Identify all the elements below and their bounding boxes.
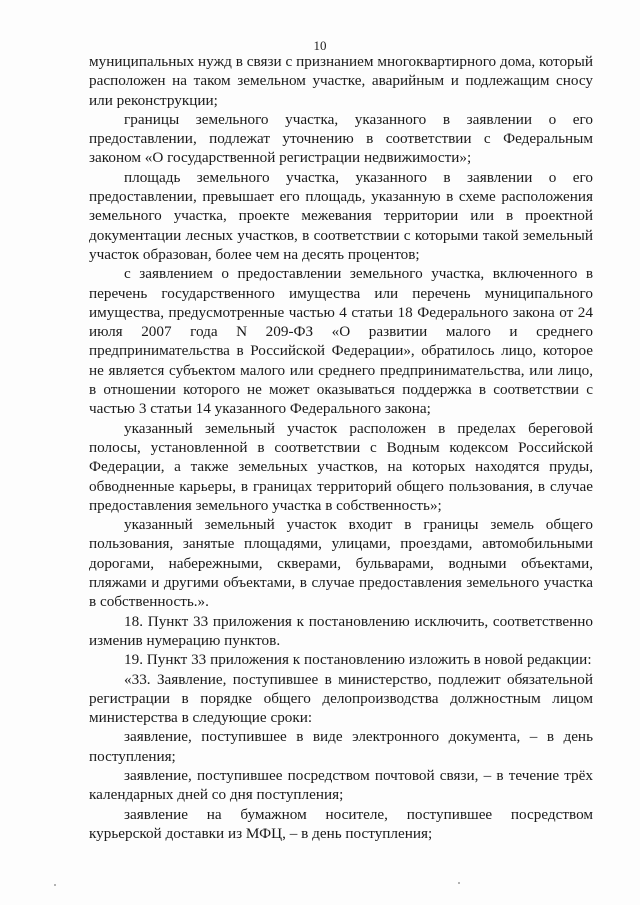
paragraph: указанный земельный участок входит в границы земель общего пользования, занятые площадями, улицами, проездами, автомобильными дорогами, набережными, скверами, бульварами, водными объектами, пляжами и другими объектами, в случае предоставления земельного участка в собственность.». xyxy=(89,516,593,611)
paragraph: муниципальных нужд в связи с признанием многоквартирного дома, который расположен на таком земельном участке, аварийным и подлежащим сносу или реконструкции; xyxy=(89,53,593,109)
document-body xyxy=(89,52,593,843)
paragraph: границы земельного участка, указанного в заявлении о его предоставлении, подлежат уточнению в соответствии с Федеральным законом «О государственной регистрации недвижимости»; xyxy=(89,110,593,167)
page-number: 10 xyxy=(313,38,327,53)
paragraph: заявление, поступившее посредством почтовой связи, – в течение трёх календарных дней со дня поступления; xyxy=(89,766,593,804)
scan-speck xyxy=(458,882,460,884)
paragraph: 18. Пункт 33 приложения к постановлению исключить, соответственно изменив нумерацию пунктов. xyxy=(89,612,593,649)
scan-speck xyxy=(54,884,56,886)
paragraph: 19. Пункт 33 приложения к постановлению изложить в новой редакции: xyxy=(124,651,592,669)
paragraph: с заявлением о предоставлении земельного участка, включенного в перечень государственного имущества или перечень муниципального имущества, предусмотренные частью 4 статьи 18 Федерального закона от 24 июля 2007 года N 209-ФЗ «О развитии малого и среднего предпринимательства в Российской Федерации», обратилось лицо, которое не является субъектом малого или среднего предпринимательства, или лицо, в отношении которого не может оказываться поддержка в соответствии с частью 3 статьи 14 указанного Федерального закона; xyxy=(89,265,593,418)
paragraph: заявление, поступившее в виде электронного документа, – в день поступления; xyxy=(89,728,593,765)
paragraph: заявление на бумажном носителе, поступившее посредством курьерской доставки из МФЦ, – в день поступления; xyxy=(89,805,593,842)
paragraph: «33. Заявление, поступившее в министерство, подлежит обязательной регистрации в порядке общего делопроизводства должностным лицом министерства в следующие сроки: xyxy=(89,670,593,727)
paragraph: указанный земельный участок расположен в пределах береговой полосы, установленной в соответствии с Водным кодексом Российской Федерации, а также земельных участков, на которых находятся пруды, обводненные карьеры, в границах территорий общего пользования, в случае предоставления земельного участка в собственность»; xyxy=(89,419,593,514)
paragraph: площадь земельного участка, указанного в заявлении о его предоставлении, превышает его площадь, указанную в схеме расположения земельного участка, проекте межевания территории или в проектной документации лесных участков, в соответствии с которыми такой земельный участок образован, более чем на десять процентов; xyxy=(89,168,593,263)
